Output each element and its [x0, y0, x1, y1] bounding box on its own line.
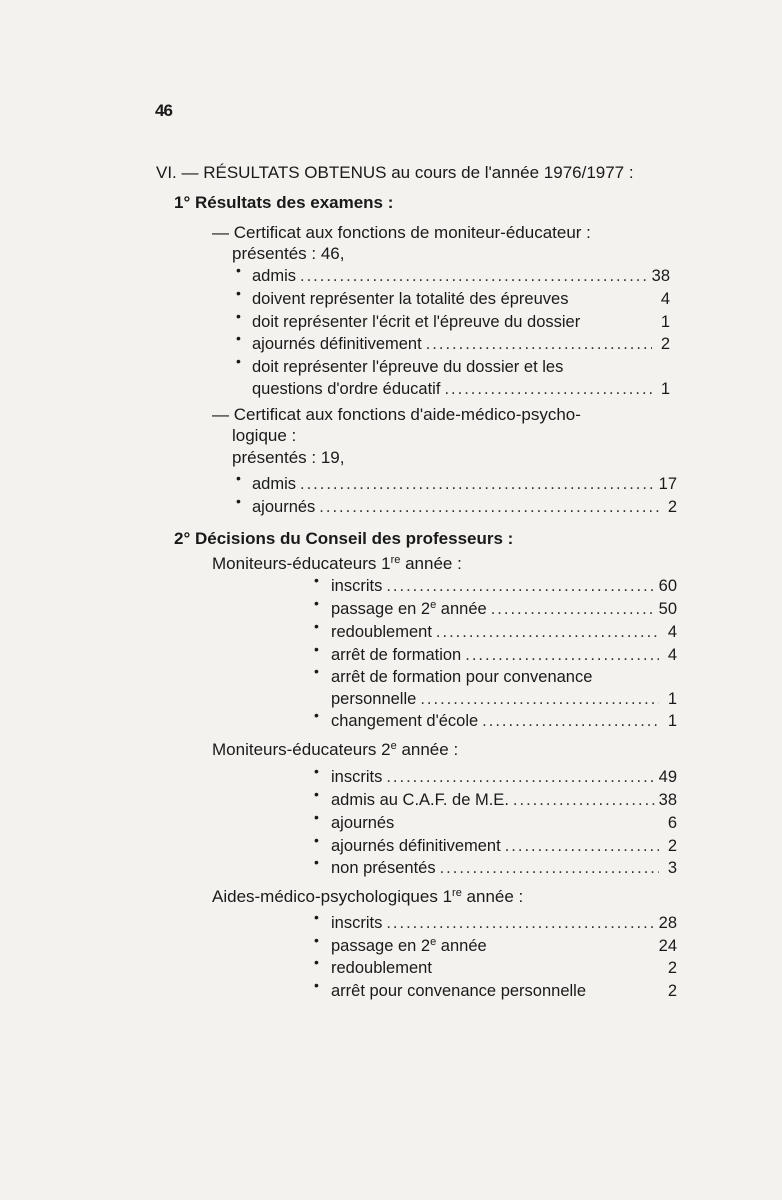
item-label: doivent représenter la totalité des épreuves — [252, 290, 569, 308]
list-item — [331, 980, 677, 1002]
bullet-icon: • — [314, 595, 319, 611]
list-item — [252, 265, 670, 287]
item-label: inscrits — [331, 768, 383, 786]
sub2-title: 2° Décisions du Conseil des professeurs : — [174, 529, 514, 548]
item-label: changement d'école — [331, 712, 479, 730]
section-title — [156, 162, 634, 184]
item-label: ajournés — [331, 814, 395, 832]
item-value: 6 — [667, 814, 677, 832]
item-value: 4 — [667, 623, 677, 641]
bullet-icon: • — [314, 954, 319, 970]
item-label-suffix: année — [436, 937, 487, 955]
bullet-icon: • — [314, 932, 319, 948]
dot-leader — [386, 912, 654, 934]
list-item — [252, 333, 670, 355]
cert1-presented: présentés : 46, — [232, 244, 345, 263]
group-title — [212, 739, 458, 761]
bullet-icon: • — [236, 308, 241, 324]
list-item — [331, 857, 677, 879]
bullet-icon: • — [314, 663, 319, 679]
bullet-icon: • — [236, 330, 241, 346]
dot-leader — [426, 333, 652, 355]
list-item — [331, 835, 677, 857]
dot-leader — [300, 265, 648, 287]
item-label: non présentés — [331, 859, 436, 877]
bullet-icon: • — [314, 572, 319, 588]
group-title-suffix: année : — [400, 554, 462, 573]
cert2-title: — Certificat aux fonctions d'aide-médico-psycho- — [212, 405, 581, 424]
item-label: inscrits — [331, 914, 383, 932]
list-item — [252, 496, 677, 518]
item-value: 60 — [658, 577, 677, 595]
bullet-icon: • — [236, 262, 241, 278]
dot-leader — [491, 598, 655, 620]
item-label: inscrits — [331, 577, 383, 595]
list-item — [252, 378, 670, 400]
item-value: 1 — [660, 380, 670, 398]
group-title-suffix: année : — [461, 887, 524, 906]
list-item — [331, 575, 677, 597]
list-item — [331, 957, 677, 979]
list-item — [331, 789, 677, 811]
item-label: doit représenter l'épreuve du dossier et les — [252, 358, 564, 376]
item-value: 4 — [660, 290, 670, 308]
item-value: 24 — [658, 937, 677, 955]
cert2-title-cont: logique : — [232, 426, 297, 445]
item-label: arrêt de formation — [331, 646, 462, 664]
item-label-text: passage en 2 — [331, 600, 431, 618]
dot-leader — [386, 766, 654, 788]
item-value: 38 — [651, 267, 670, 285]
superscript: e — [390, 740, 397, 752]
sub1-title: 1° Résultats des examens : — [174, 193, 394, 212]
superscript: e — [430, 936, 437, 948]
item-label — [331, 935, 487, 957]
item-value: 2 — [667, 959, 677, 977]
group-title-text: Moniteurs-éducateurs 1 — [212, 554, 391, 573]
bullet-icon: • — [236, 493, 241, 509]
dot-leader — [420, 688, 659, 710]
item-value: 2 — [667, 498, 677, 516]
dot-leader — [300, 473, 655, 495]
cert2-presented: présentés : 19, — [232, 448, 345, 467]
dot-leader — [386, 575, 654, 597]
item-label: admis — [252, 475, 297, 493]
superscript: re — [390, 554, 401, 566]
bullet-icon: • — [314, 786, 319, 802]
dot-leader — [465, 644, 659, 666]
bullet-icon: • — [236, 353, 241, 369]
item-value: 28 — [658, 914, 677, 932]
bullet-icon: • — [314, 832, 319, 848]
item-value: 1 — [667, 690, 677, 708]
list-item — [331, 766, 677, 788]
item-value: 2 — [667, 837, 677, 855]
item-label: ajournés définitivement — [252, 335, 422, 353]
item-label-text: passage en 2 — [331, 937, 431, 955]
item-value: 50 — [658, 600, 677, 618]
group-title-text: Aides-médico-psychologiques 1 — [212, 887, 453, 906]
list-item — [252, 311, 670, 333]
bullet-icon: • — [314, 909, 319, 925]
item-label: ajournés définitivement — [331, 837, 501, 855]
item-label: admis au C.A.F. de M.E. — [331, 791, 509, 809]
list-item — [252, 288, 670, 310]
section-title-text: VI. — RÉSULTATS OBTENUS au cours de l'année 1976/1977 : — [156, 163, 634, 182]
group-title-suffix: année : — [396, 740, 459, 759]
bullet-icon: • — [314, 641, 319, 657]
item-label: admis — [252, 267, 297, 285]
bullet-icon: • — [314, 707, 319, 723]
dot-leader — [513, 789, 655, 811]
list-item — [331, 621, 677, 643]
list-item — [252, 473, 677, 495]
item-value: 1 — [660, 313, 670, 331]
list-item — [331, 688, 677, 710]
dot-leader — [436, 621, 659, 643]
dot-leader — [482, 710, 659, 732]
item-label: redoublement — [331, 959, 432, 977]
item-label: questions d'ordre éducatif — [252, 380, 441, 398]
bullet-icon: • — [314, 977, 319, 993]
bullet-icon: • — [236, 470, 241, 486]
dot-leader — [444, 378, 652, 400]
item-label: arrêt de formation pour convenance — [331, 668, 593, 686]
page-number: 46 — [155, 101, 172, 120]
dot-leader — [505, 835, 659, 857]
list-item — [331, 710, 677, 732]
item-label: ajournés — [252, 498, 316, 516]
item-label: redoublement — [331, 623, 432, 641]
superscript: e — [430, 599, 437, 611]
group-title-text: Moniteurs-éducateurs 2 — [212, 740, 391, 759]
item-value: 17 — [658, 475, 677, 493]
item-label: personnelle — [331, 690, 417, 708]
bullet-icon: • — [314, 618, 319, 634]
dot-leader — [319, 496, 659, 518]
item-value: 3 — [667, 859, 677, 877]
bullet-icon: • — [314, 809, 319, 825]
item-value: 49 — [658, 768, 677, 786]
item-label-suffix: année — [436, 600, 487, 618]
list-item — [331, 912, 677, 934]
list-item — [331, 812, 677, 834]
bullet-icon: • — [314, 854, 319, 870]
dot-leader — [440, 857, 659, 879]
item-value: 2 — [660, 335, 670, 353]
bullet-icon: • — [314, 763, 319, 779]
list-item — [331, 644, 677, 666]
item-label: doit représenter l'écrit et l'épreuve du dossier — [252, 313, 581, 331]
item-value: 2 — [667, 982, 677, 1000]
list-item — [331, 935, 677, 957]
item-value: 4 — [667, 646, 677, 664]
item-label — [331, 598, 487, 620]
cert1-title: — Certificat aux fonctions de moniteur-éducateur : — [212, 223, 591, 242]
superscript: re — [452, 887, 462, 899]
bullet-icon: • — [236, 285, 241, 301]
list-item — [331, 598, 677, 620]
group-title — [212, 886, 523, 908]
group-title — [212, 553, 462, 575]
item-label: arrêt pour convenance personnelle — [331, 982, 587, 1000]
item-value: 1 — [667, 712, 677, 730]
item-value: 38 — [658, 791, 677, 809]
